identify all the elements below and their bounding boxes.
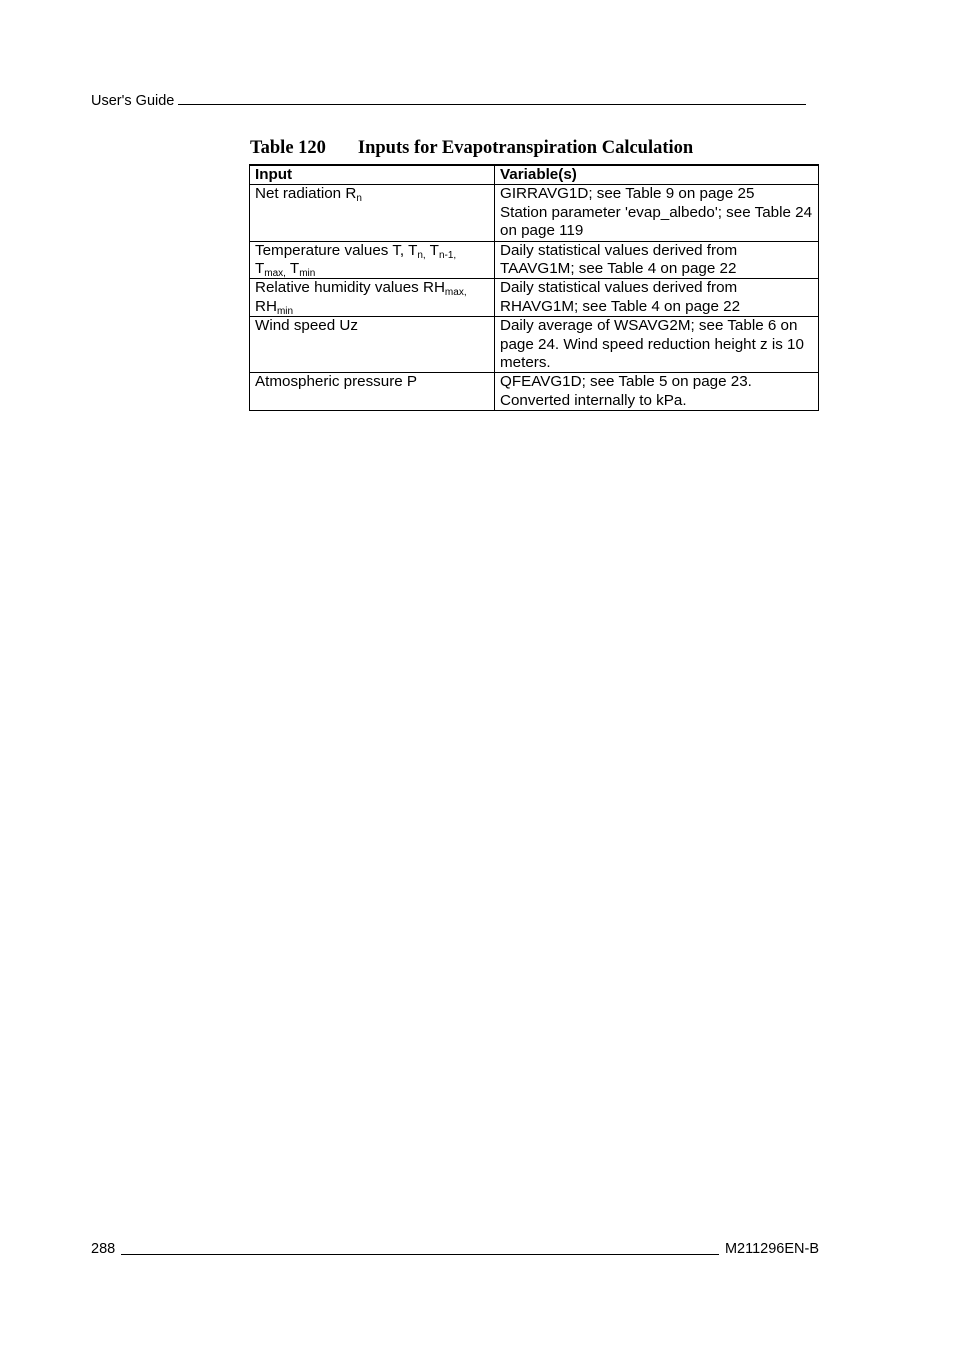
input-text: T <box>255 260 265 278</box>
column-header-variables: Variable(s) <box>495 165 819 185</box>
input-cell <box>250 241 495 279</box>
variable-line: QFEAVG1D; see Table 5 on page 23. Converted internally to kPa. <box>500 373 752 409</box>
variables-cell <box>495 373 819 411</box>
variables-cell <box>495 185 819 241</box>
input-subscript: n-1, <box>438 249 457 261</box>
header-title: User's Guide <box>91 93 175 109</box>
variables-cell <box>495 279 819 317</box>
table-row <box>250 317 819 373</box>
running-footer <box>91 1240 819 1258</box>
input-text: RH <box>255 297 277 315</box>
caption-number: Table 120 <box>250 138 326 158</box>
input-cell <box>250 317 495 373</box>
input-text: Wind speed Uz <box>255 317 358 335</box>
caption-title: Inputs for Evapotranspiration Calculation <box>357 138 694 158</box>
input-text: Net radiation R <box>255 185 357 203</box>
variable-line: Daily average of WSAVG2M; see Table 6 on page 24. Wind speed reduction height z is 10 meters. <box>500 317 804 372</box>
input-subscript: min <box>276 305 294 317</box>
variable-line: Station parameter 'evap_albedo'; see Table 24 on page 119 <box>500 203 813 240</box>
variable-line: GIRRAVG1D; see Table 9 on page 25 <box>500 185 755 203</box>
input-text: Atmospheric pressure P <box>255 373 418 391</box>
table-header-row <box>250 165 819 185</box>
input-text: T <box>425 241 439 259</box>
table-row <box>250 185 819 241</box>
input-cell <box>250 279 495 317</box>
inputs-table <box>249 164 819 411</box>
variable-line: Daily statistical values derived from RHAVG1M; see Table 4 on page 22 <box>500 279 741 315</box>
input-subscript: n, <box>417 249 426 261</box>
table-row <box>250 279 819 317</box>
footer-rule <box>121 1240 719 1255</box>
table-caption <box>250 137 693 159</box>
table-row <box>250 373 819 411</box>
column-header-input: Input <box>250 165 495 185</box>
table-row <box>250 241 819 279</box>
input-subscript: min <box>299 268 316 280</box>
input-subscript: max, <box>444 287 467 299</box>
input-text: Temperature values T, T <box>255 241 418 259</box>
variable-line: Daily statistical values derived from TAAVG1M; see Table 4 on page 22 <box>500 241 738 278</box>
variables-cell <box>495 317 819 373</box>
input-text: T <box>285 260 300 278</box>
running-header <box>91 90 815 110</box>
document-id: M211296EN-B <box>724 1241 819 1257</box>
input-cell <box>250 373 495 411</box>
input-cell <box>250 185 495 241</box>
header-rule <box>178 90 806 105</box>
input-text: Relative humidity values RH <box>255 279 445 297</box>
table-body <box>250 185 819 411</box>
variables-cell <box>495 241 819 279</box>
input-subscript: n <box>356 193 362 205</box>
input-subscript: max, <box>264 268 286 280</box>
page-number: 288 <box>91 1241 116 1257</box>
